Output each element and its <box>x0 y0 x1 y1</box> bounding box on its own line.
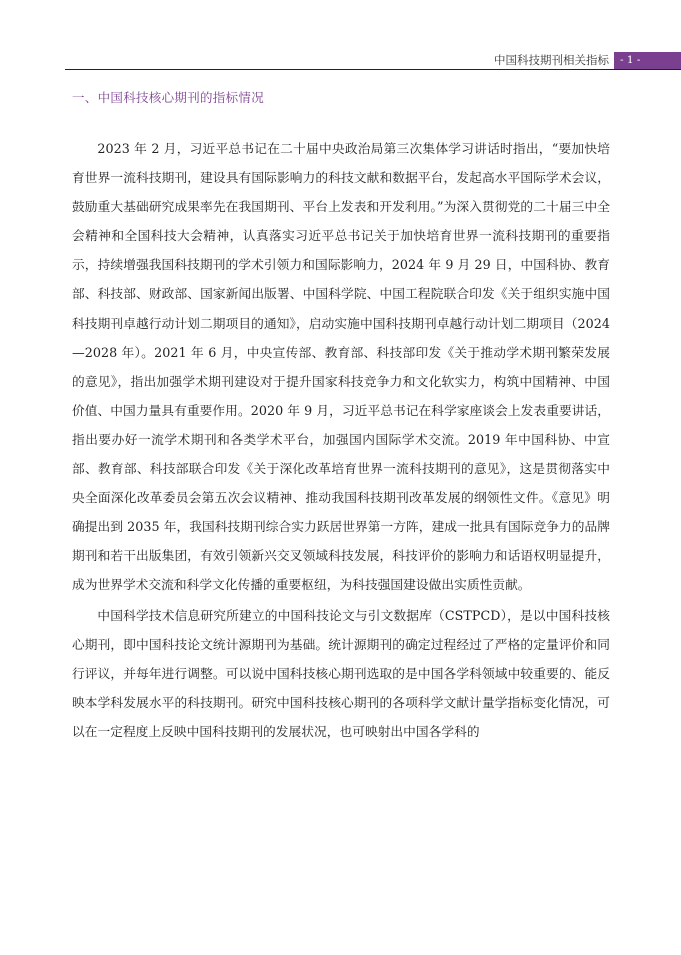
body-text <box>72 134 610 746</box>
paragraph-1: 2023 年 2 月，习近平总书记在二十届中央政治局第三次集体学习讲话时指出，“要加快培育世界一流科技期刊，建设具有国际影响力的科技文献和数据平台，发起高水平国际学术会议，鼓励重大基础研究成果率先在我国期刊、平台上发表和开发利用。”为深入贯彻党的二十届三中全会精神和全国科技大会精神，认真落实习近平总书记关于加快培育世界一流科技期刊的重要指示，持续增强我国科技期刊的学术引领力和国际影响力，2024 年 9 月 29 日，中国科协、教育部、科技部、财政部、国家新闻出版署、中国科学院、中国工程院联合印发《关于组织实施中国科技期刊卓越行动计划二期项目的通知》，启动实施中国科技期刊卓越行动计划二期项目（2024—2028 年）。2021 年 6 月，中央宣传部、教育部、科技部印发《关于推动学术期刊繁荣发展的意见》，指出加强学术期刊建设对于提升国家科技竞争力和文化软实力，构筑中国精神、中国价值、中国力量具有重要作用。2020 年 9 月，习近平总书记在科学家座谈会上发表重要讲话，指出要办好一流学术期刊和各类学术平台，加强国内国际学术交流。2019 年中国科协、中宣部、教育部、科技部联合印发《关于深化改革培育世界一流科技期刊的意见》，这是贯彻落实中央全面深化改革委员会第五次会议精神、推动我国科技期刊改革发展的纲领性文件。《意见》明确提出到 2035 年，我国科技期刊综合实力跃居世界第一方阵，建成一批具有国际竞争力的品牌期刊和若干出版集团，有效引领新兴交叉领域科技发展，科技评价的影响力和话语权明显提升，成为世界学术交流和科学文化传播的重要枢纽，为科技强国建设做出实质性贡献。 <box>72 141 610 593</box>
section-heading: 一、中国科技核心期刊的指标情况 <box>72 90 265 105</box>
header-divider <box>65 69 681 70</box>
page-number-badge: - 1 - <box>614 52 681 69</box>
running-header-title: 中国科技期刊相关指标 <box>494 53 609 67</box>
paragraph-2: 中国科学技术信息研究所建立的中国科技论文与引文数据库（CSTPCD），是以中国科技核心期刊，即中国科技论文统计源期刊为基础。统计源期刊的确定过程经过了严格的定量评价和同行评议，并每年进行调整。可以说中国科技核心期刊选取的是中国各学科领域中较重要的、能反映本学科发展水平的科技期刊。研究中国科技核心期刊的各项科学文献计量学指标变化情况，可以在一定程度上反映中国科技期刊的发展状况，也可映射出中国各学科的 <box>72 607 610 739</box>
